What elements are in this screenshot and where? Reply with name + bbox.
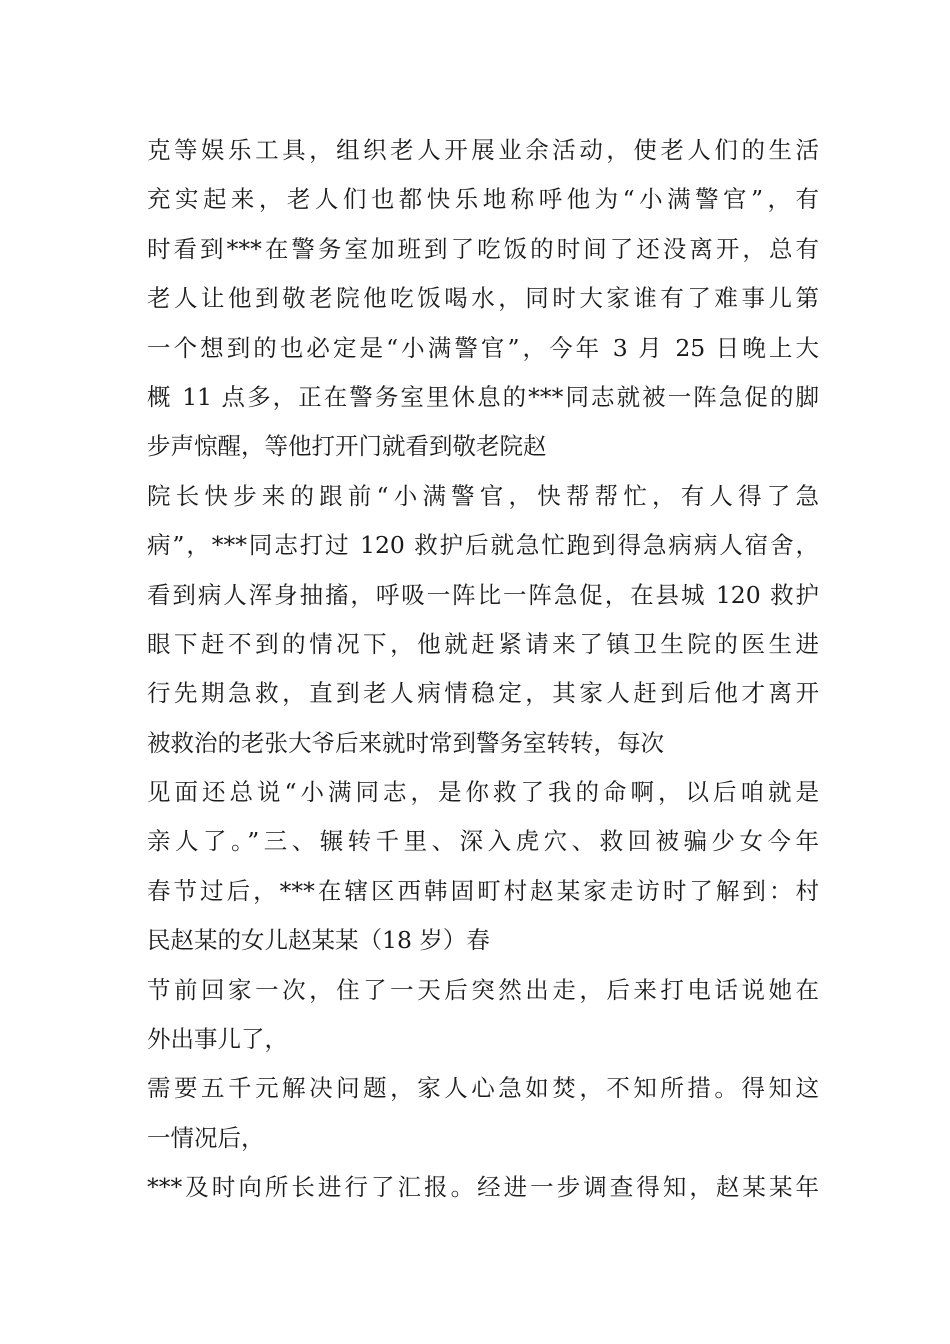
text-line: 春节过后，***在辖区西韩固町村赵某家走访时了解到：村 [147, 876, 819, 905]
text-line: 一个想到的也必定是“小满警官”，今年 3 月 25 日晚上大 [147, 333, 819, 362]
text-line: 步声惊醒，等他打开门就看到敬老院赵 [147, 432, 547, 461]
text-line: 见面还总说“小满同志，是你救了我的命啊，以后咱就是 [147, 778, 819, 807]
body-text [147, 126, 819, 1213]
text-line: 行先期急救，直到老人病情稳定，其家人赶到后他才离开 [147, 679, 819, 708]
text-line: 充实起来，老人们也都快乐地称呼他为“小满警官”，有 [147, 185, 819, 214]
text-line: 需要五千元解决问题，家人心急如焚，不知所措。得知这 [147, 1074, 819, 1103]
text-line: 看到病人浑身抽搐，呼吸一阵比一阵急促，在县城 120 救护 [147, 580, 819, 609]
text-line: 时看到***在警务室加班到了吃饭的时间了还没离开，总有 [147, 234, 819, 263]
text-line: 外出事儿了， [147, 1025, 288, 1054]
text-line: 克等娱乐工具，组织老人开展业余活动，使老人们的生活 [147, 136, 819, 164]
text-line: 节前回家一次，住了一天后突然出走，后来打电话说她在 [147, 975, 819, 1004]
text-line: 院长快步来的跟前“小满警官，快帮帮忙，有人得了急 [147, 481, 819, 510]
text-line: 亲人了。”三、辗转千里、深入虎穴、救回被骗少女今年 [147, 827, 819, 856]
text-line: 病”，***同志打过 120 救护后就急忙跑到得急病病人宿舍， [147, 531, 819, 560]
text-line: 民赵某的女儿赵某某（18 岁）春 [147, 926, 490, 955]
text-line: 被救治的老张大爷后来就时常到警务室转转，每次 [147, 728, 664, 757]
text-line: 眼下赶不到的情况下，他就赶紧请来了镇卫生院的医生进 [147, 629, 819, 658]
text-line: ***及时向所长进行了汇报。经进一步调查得知，赵某某年 [147, 1173, 819, 1202]
text-line: 概 11 点多，正在警务室里休息的***同志就被一阵急促的脚 [147, 382, 819, 411]
text-line: 一情况后， [147, 1123, 265, 1152]
text-line: 老人让他到敬老院他吃饭喝水，同时大家谁有了难事儿第 [147, 284, 819, 313]
